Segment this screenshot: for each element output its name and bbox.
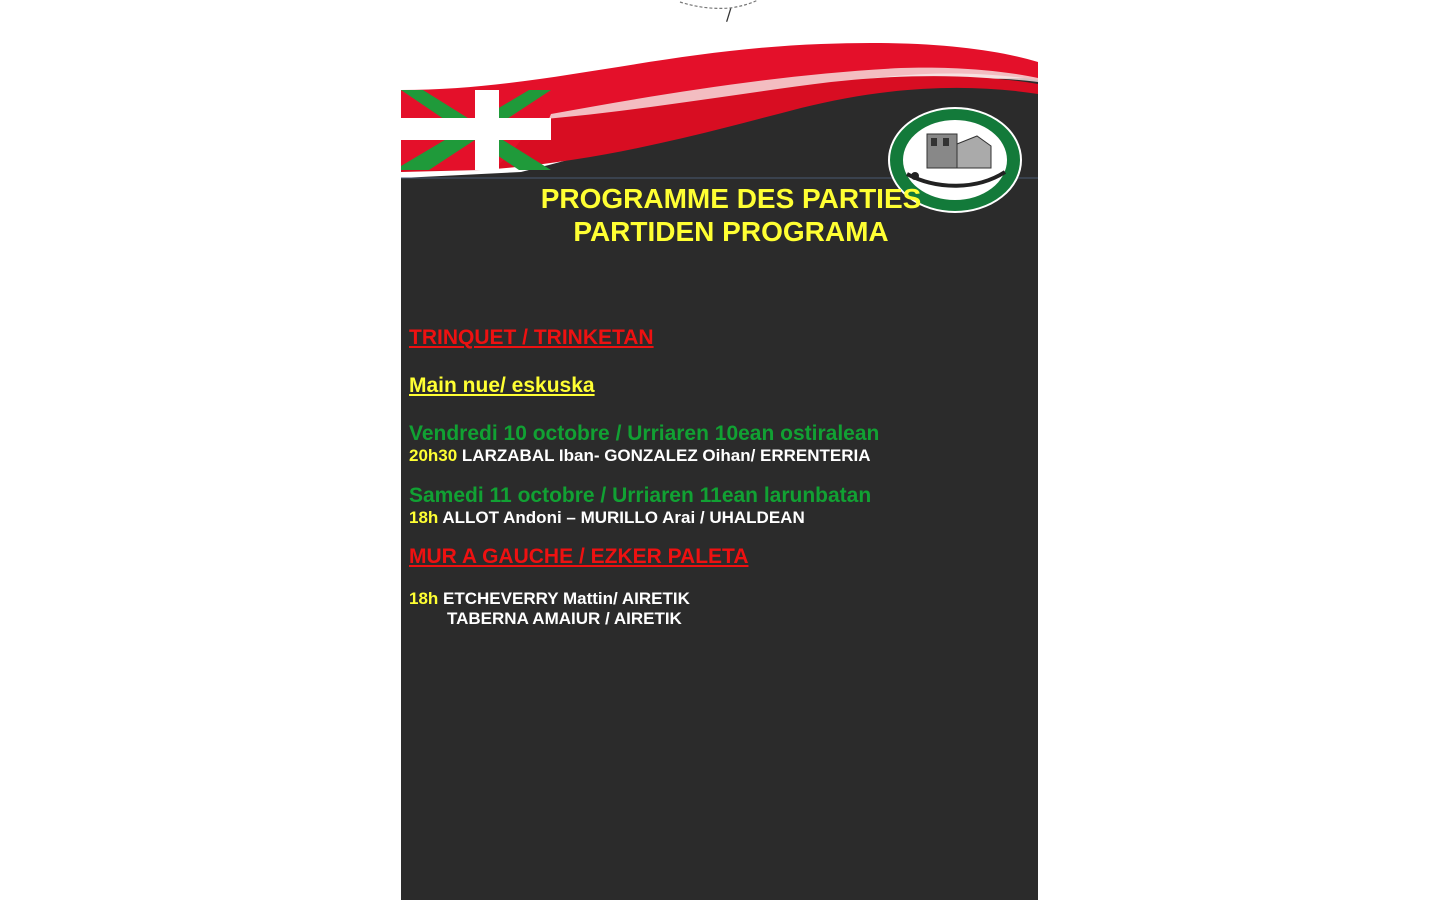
match-mur-line2: TABERNA AMAIUR / AIRETIK — [447, 609, 682, 628]
match-time: 18h — [409, 508, 439, 527]
poster — [401, 38, 1038, 900]
page-mark-text: / — [726, 5, 732, 24]
title-line-french: PROGRAMME DES PARTIES — [540, 183, 922, 214]
page-title — [401, 182, 1038, 248]
match-mur — [409, 589, 690, 609]
section-heading-mur-a-gauche: MUR A GAUCHE / EZKER PALETA — [409, 545, 749, 568]
match-time: 18h — [409, 589, 439, 608]
match-time: 20h30 — [409, 446, 458, 465]
match-players: LARZABAL Iban- GONZALEZ Oihan/ ERRENTERIA — [457, 446, 871, 465]
title-line-basque: PARTIDEN PROGRAMA — [573, 216, 889, 247]
match-friday — [409, 446, 871, 466]
date-friday: Vendredi 10 octobre / Urriaren 10ean ostiralean — [409, 422, 880, 445]
date-saturday: Samedi 11 octobre / Urriaren 11ean larunbatan — [409, 484, 872, 507]
page-corner-mark — [670, 0, 770, 24]
match-players: ETCHEVERRY Mattin/ AIRETIK — [438, 589, 690, 608]
section-heading-trinquet: TRINQUET / TRINKETAN — [409, 326, 654, 349]
ikurrina-flag — [401, 90, 551, 170]
subheading-main-nue: Main nue/ eskuska — [409, 374, 595, 397]
match-players: ALLOT Andoni – MURILLO Arai / UHALDEAN — [438, 508, 805, 527]
match-saturday — [409, 508, 805, 528]
